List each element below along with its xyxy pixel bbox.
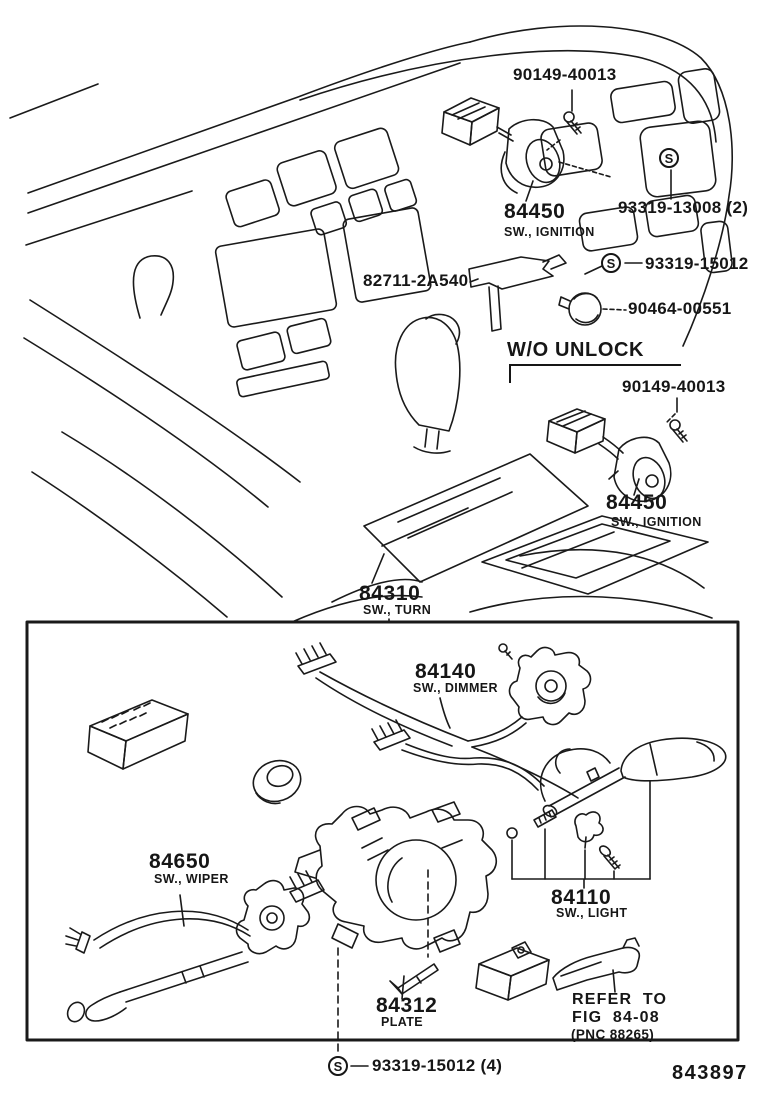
label-ignition-caption: SW., IGNITION bbox=[504, 225, 595, 239]
label-clamp-90464: 90464-00551 bbox=[628, 299, 732, 318]
label-plate-part: 84312 bbox=[376, 994, 438, 1017]
label-screws-13008: 93319-13008 (2) bbox=[618, 198, 749, 217]
label-light-caption: SW., LIGHT bbox=[556, 906, 628, 920]
turn-lever bbox=[541, 738, 726, 879]
shift-lever-console bbox=[292, 314, 712, 622]
label-ignition-part-variant: 84450 bbox=[606, 491, 668, 514]
screw-marker-top bbox=[659, 148, 679, 168]
screw-marker-letter: S bbox=[664, 150, 674, 166]
wiper-switch-assembly bbox=[65, 871, 324, 1024]
label-screw-90149-top: 90149-40013 bbox=[513, 65, 617, 84]
wo-unlock-heading: W/O UNLOCK bbox=[507, 339, 645, 361]
label-screw-90149-variant: 90149-40013 bbox=[622, 377, 726, 396]
screw-marker-letter: S bbox=[333, 1058, 343, 1074]
screw-marker-bottom bbox=[328, 1056, 348, 1076]
wo-unlock-tick bbox=[509, 364, 511, 383]
label-wiper-part: 84650 bbox=[149, 850, 211, 873]
refer-note-line1: REFER TO bbox=[572, 991, 668, 1008]
refer-note-line3: (PNC 88265) bbox=[571, 1027, 655, 1042]
label-dimmer-caption: SW., DIMMER bbox=[413, 681, 498, 695]
figure-code: 843897 bbox=[672, 1062, 748, 1084]
screw-marker-letter: S bbox=[606, 255, 616, 271]
screw-marker-mid bbox=[601, 253, 621, 273]
relay-block-upper-left bbox=[88, 700, 188, 769]
label-wiper-caption: SW., WIPER bbox=[154, 872, 229, 886]
label-dimmer-part: 84140 bbox=[415, 660, 477, 683]
grommet-ring bbox=[248, 755, 306, 808]
refer-note-line2: FIG 84-08 bbox=[572, 1009, 660, 1026]
light-switch-small-parts bbox=[507, 810, 650, 888]
label-ignition-caption-variant: SW., IGNITION bbox=[611, 515, 702, 529]
lower-box-border bbox=[27, 622, 738, 1040]
label-screws-15012-qty4: 93319-15012 (4) bbox=[372, 1056, 503, 1075]
wo-unlock-underline bbox=[509, 364, 681, 366]
bracket-82711 bbox=[469, 255, 566, 331]
label-turn-caption: SW., TURN bbox=[363, 603, 432, 617]
label-screws-15012: 93319-15012 bbox=[645, 254, 749, 273]
ignition-switch-assembly bbox=[442, 90, 671, 201]
label-plate-caption: PLATE bbox=[381, 1015, 424, 1029]
label-ignition-part: 84450 bbox=[504, 200, 566, 223]
label-bracket-82711: 82711-2A540 bbox=[363, 271, 469, 290]
label-light-part: 84110 bbox=[551, 886, 612, 909]
label-turn-part: 84310 bbox=[359, 582, 421, 605]
